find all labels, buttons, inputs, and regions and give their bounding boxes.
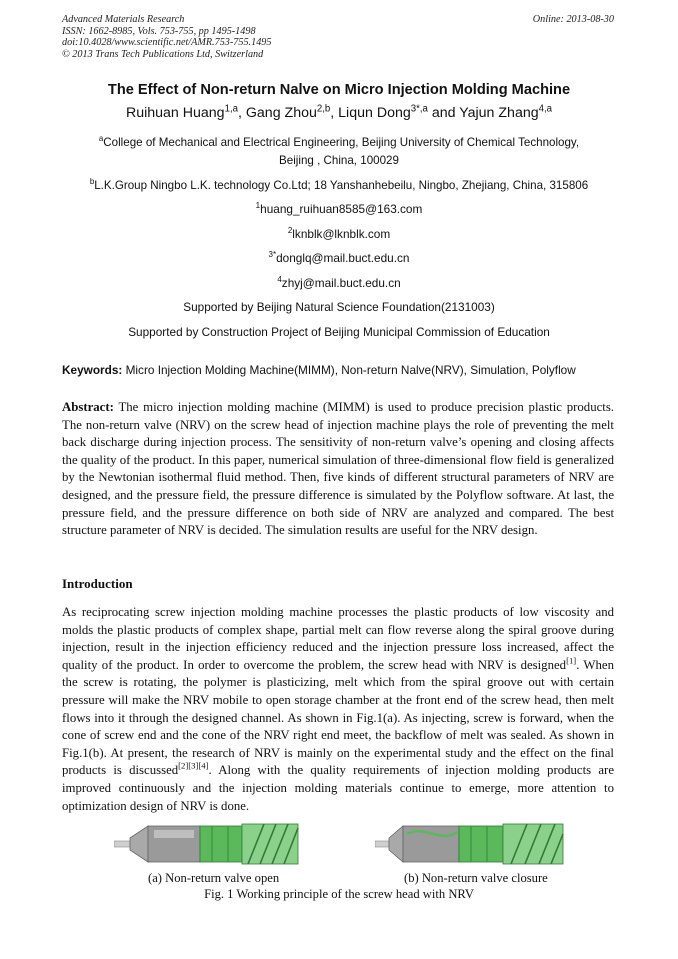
affiliation-sup: b	[89, 177, 95, 187]
author-list	[62, 105, 616, 121]
support-line-1: Supported by Beijing Natural Science Foundation(2131003)	[183, 300, 495, 314]
online-date: Online: 2013-08-30	[532, 14, 614, 25]
figure-1b-screw-head-closed	[375, 820, 565, 868]
email-sup: 2	[287, 226, 293, 236]
intro-text: As reciprocating screw injection molding machine processes the plastic products of low viscosity and molds the plastic products of complex shape, partial melt can flow reverse along the spiral groove during injection, result in the injection efficiency reduced and the injection pressure loss increased, affect the quality of the product. In order to overcome the problem, the screw head with NRV is designed	[62, 605, 614, 672]
intro-text: . Along with the quality requirements of injection molding products are improved continuously and the injection molding materials continue to emerge, more attention to optimization design of NRV is done.	[62, 763, 614, 813]
abstract-text: The micro injection molding machine (MIMM) is used to produce precision plastic products. The non-return valve (NRV) on the screw head of injection machine plays the role of preventing the melt back discharge during injection process. The sensitivity of non-return valve’s opening and closing affects the quality of the product. In this paper, numerical simulation of three-dimensional flow field is generalized by the Newtonian isothermal fluid method. Then, five kinds of different structural parameters of NRV are designed, and the pressure field, the pressure difference is simulated by the Polyflow software. At last, the pressure field, and the pressure difference on both side of NRV are analyzed and compared. The best structure parameter of NRV is decided. The simulation results are useful for the NRV design.	[62, 400, 615, 538]
figure-caption: Fig. 1 Working principle of the screw head with NRV	[204, 887, 474, 901]
author-name: Yajun Zhang	[459, 105, 539, 121]
copyright-line: © 2013 Trans Tech Publications Ltd, Switzerland	[62, 48, 264, 60]
author-separator: ,	[330, 105, 339, 121]
author-sup: 3*,a	[410, 103, 428, 115]
abstract-label: Abstract:	[62, 400, 114, 414]
affiliation-text: Beijing , China, 100029	[279, 153, 399, 167]
author-separator: and	[427, 105, 460, 121]
email-address: donglq@mail.buct.edu.cn	[276, 251, 410, 265]
issn-line: ISSN: 1662-8985, Vols. 753-755, pp 1495-1498	[62, 25, 256, 37]
abstract	[62, 399, 614, 540]
email-2	[62, 227, 616, 241]
section-heading-introduction: Introduction	[62, 576, 133, 591]
journal-header	[62, 14, 614, 60]
support-line-2: Supported by Construction Project of Beijing Municipal Commission of Education	[128, 325, 550, 339]
introduction-paragraph	[62, 604, 614, 815]
citation-ref: [2][3][4]	[178, 761, 209, 772]
keywords-text: Micro Injection Molding Machine(MIMM), Non-return Nalve(NRV), Simulation, Polyflow	[125, 363, 576, 377]
email-sup: 1	[255, 201, 261, 211]
email-address: zhyj@mail.buct.edu.cn	[281, 276, 401, 290]
author-sup: 4,a	[538, 103, 553, 115]
email-sup: 3*	[268, 250, 277, 260]
email-address: lknblk@lknblk.com	[292, 227, 391, 241]
citation-ref: [1]	[566, 655, 577, 666]
author-sup: 1,a	[224, 103, 238, 115]
paper-title: The Effect of Non-return Nalve on Micro Injection Molding Machine	[107, 82, 571, 98]
email-3	[62, 251, 616, 265]
figure-caption-b: (b) Non-return valve closure	[404, 871, 548, 885]
email-sup: 4	[277, 275, 282, 285]
affiliation-sup: a	[98, 134, 104, 144]
author-separator: ,	[237, 105, 246, 121]
author-name: Liqun Dong	[338, 105, 411, 121]
author-name: Ruihuan Huang	[125, 105, 225, 121]
affiliation-b	[62, 177, 616, 195]
intro-text: . When the screw is rotating, the polymer is plasticizing, melt which from the spiral groove out with certain pressure will make the NRV mobile to open storage chamber at the front end of the screw head, then melt flows into it through the designed channel. As shown in Fig.1(a). As injecting, screw is forward, when the cone of screw end and the cone of the NRV right end meet, the backflow of melt was sealed. As shown in Fig.1(b). At present, the research of NRV is mainly on the experimental study and the effect on the final products is discussed	[62, 657, 614, 778]
email-address: huang_ruihuan8585@163.com	[260, 202, 423, 216]
affiliation-a	[62, 134, 616, 169]
journal-name: Advanced Materials Research	[62, 14, 185, 25]
email-1	[62, 202, 616, 216]
keywords-label: Keywords:	[62, 363, 123, 377]
author-sup: 2,b	[316, 103, 331, 115]
affiliation-text: L.K.Group Ningbo L.K. technology Co.Ltd; 18 Yanshanhebeilu, Ningbo, Zhejiang, China, 315806	[94, 179, 589, 192]
email-4	[62, 276, 616, 290]
affiliation-text: College of Mechanical and Electrical Engineering, Beijing University of Chemical Technology,	[103, 136, 580, 149]
author-name: Gang Zhou	[245, 105, 317, 121]
doi-line: doi:10.4028/www.scientific.net/AMR.753-755.1495	[62, 37, 272, 49]
figure-caption-a: (a) Non-return valve open	[148, 871, 280, 885]
keywords	[62, 363, 616, 377]
figure-1a-screw-head-open	[114, 820, 300, 868]
